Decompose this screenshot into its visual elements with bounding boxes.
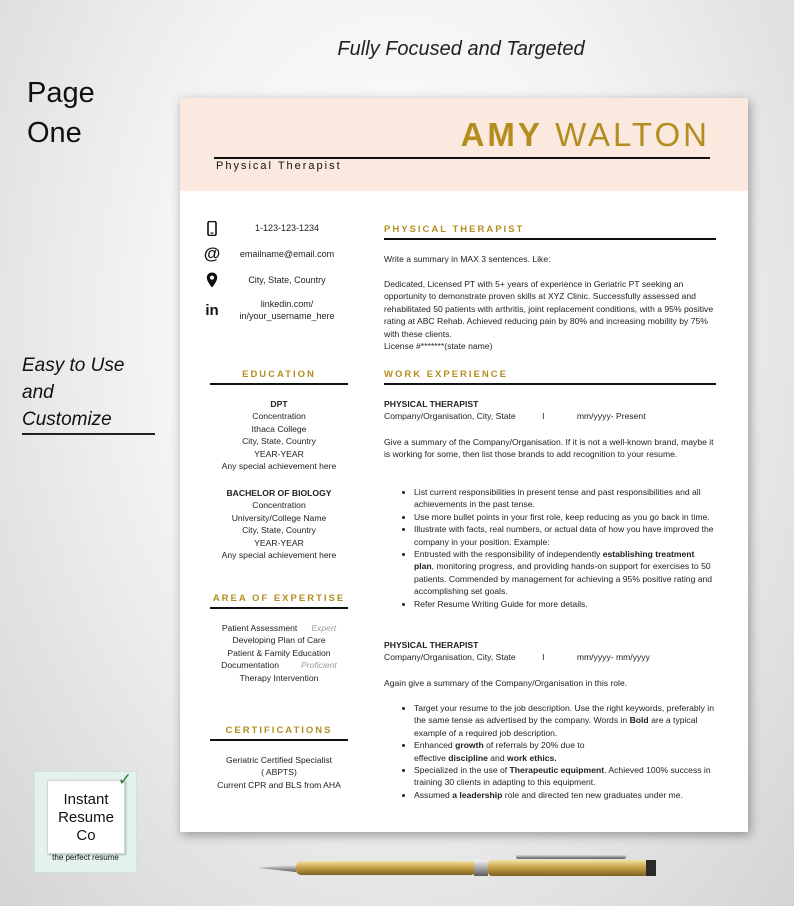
list-item: • Target your resume to the job description. Use the right keywords, preferably in the same tense as advertised by the company. Words in Bold are a typical example of a required job description. bbox=[414, 702, 716, 739]
summary-rule bbox=[384, 238, 716, 240]
job-2-header: PHYSICAL THERAPIST Company/Organisation, City, State I mm/yyyy- mm/yyyy bbox=[384, 640, 650, 663]
expertise-list bbox=[210, 622, 348, 684]
list-item: • List current responsibilities in present tense and past responsibilities and all achievements in the past tense. bbox=[414, 486, 716, 511]
certifications-list: Geriatric Certified Specialist ( ABPTS) Current CPR and BLS from AHA bbox=[217, 755, 341, 790]
contact-email: @ emailname@email.com bbox=[203, 244, 335, 263]
expertise-item: Patient & Family Education bbox=[227, 647, 331, 658]
page-one-label: Page One bbox=[27, 77, 95, 149]
certifications-heading: CERTIFICATIONS bbox=[225, 725, 333, 736]
location-pin-icon bbox=[202, 272, 222, 288]
expertise-heading: AREA OF EXPERTISE bbox=[212, 593, 346, 604]
expertise-rule bbox=[210, 607, 348, 609]
certifications-rule bbox=[210, 739, 348, 741]
resume-page bbox=[180, 98, 748, 832]
job-1-bullets bbox=[384, 486, 716, 610]
list-item: • Use more bullet points in your first role, keep reducing as you go back in time. bbox=[414, 511, 716, 523]
list-item: • Specialized in the use of Therapeutic equipment. Achieved 100% success in training 30 clients in adapting to this equipment. bbox=[414, 764, 716, 789]
phone-icon bbox=[202, 220, 222, 236]
experience-rule bbox=[384, 383, 716, 385]
resume-header bbox=[180, 98, 748, 191]
expertise-item: Developing Plan of Care bbox=[232, 635, 326, 646]
education-heading: EDUCATION bbox=[242, 369, 316, 380]
brand-logo: Instant Resume Co ✓ the perfect resume bbox=[34, 771, 137, 873]
list-item: • Enhanced growth of referrals by 20% due to effective discipline and work ethics. bbox=[414, 739, 716, 764]
list-item: • Refer Resume Writing Guide for more details. bbox=[414, 598, 716, 610]
document-icon: Instant Resume Co bbox=[47, 780, 125, 854]
experience-heading: WORK EXPERIENCE bbox=[384, 369, 508, 380]
contact-linkedin: in linkedin.com/ in/your_username_here bbox=[202, 298, 352, 322]
education-rule bbox=[210, 383, 348, 385]
summary-body: Dedicated, Licensed PT with 5+ years of experience in Geriatric PT seeking an opportunity to demonstrate proven skills at XYZ Clinic. Successfully assessed and rehabilitated 50 patients with arthritis, joint replacement conditions, with a 95% positive rating at ABC Rehab. Achieved reducing pain by 80% and increasing mobility by 75% with these clients. License #*******(state name) bbox=[384, 279, 714, 352]
linkedin-icon: in bbox=[205, 301, 219, 319]
expertise-item: Therapy Intervention bbox=[239, 672, 319, 683]
easy-to-use-label: Easy to Use and Customize bbox=[22, 355, 125, 430]
expertise-item: Patient Assessment Expert bbox=[221, 623, 337, 633]
header-rule bbox=[214, 157, 710, 159]
summary-heading: PHYSICAL THERAPIST bbox=[384, 224, 525, 235]
contact-location: City, State, Country bbox=[202, 272, 352, 288]
expertise-item: Documentation Proficient bbox=[221, 660, 337, 671]
education-entry: DPT Concentration Ithaca College City, State, Country YEAR-YEAR Any special achievement here bbox=[221, 399, 337, 472]
list-item: • Illustrate with facts, real numbers, or actual data of how you have improved the company in your position. Example: bbox=[414, 523, 716, 548]
job-title: Physical Therapist bbox=[216, 160, 342, 172]
at-sign-icon: @ bbox=[203, 244, 221, 263]
job-1-header: PHYSICAL THERAPIST Company/Organisation, City, State I mm/yyyy- Present bbox=[384, 399, 646, 422]
tagline: Fully Focused and Targeted bbox=[337, 38, 585, 60]
education-entry: BACHELOR OF BIOLOGY Concentration University/College Name City, State, Country YEAR-YEAR Any special achievement here bbox=[221, 488, 337, 561]
list-item: • Entrusted with the responsibility of independently establishing treatment plan, monitoring progress, and providing hands-on support for exercises to 50 patients. Commended by management for achieving a 95% positive rating and accomplishing set goals. bbox=[414, 548, 716, 598]
summary-intro: Write a summary in MAX 3 sentences. Like: bbox=[384, 254, 551, 264]
label-underline bbox=[22, 433, 155, 435]
job-1-summary: Give a summary of the Company/Organisation. If it is not a well-known brand, maybe it is working for some, then list those brands to add recognition to your resume. bbox=[384, 437, 714, 460]
job-2-summary: Again give a summary of the Company/Organisation in this role. bbox=[384, 678, 628, 688]
list-item: • Assumed a leadership role and directed ten new graduates under me. bbox=[414, 789, 716, 801]
checkmark-icon: ✓ bbox=[117, 770, 132, 789]
contact-phone: 1-123-123-1234 bbox=[202, 220, 352, 236]
job-2-bullets bbox=[384, 702, 716, 801]
pen-image bbox=[256, 850, 656, 885]
candidate-name: AMY WALTON bbox=[460, 116, 710, 153]
